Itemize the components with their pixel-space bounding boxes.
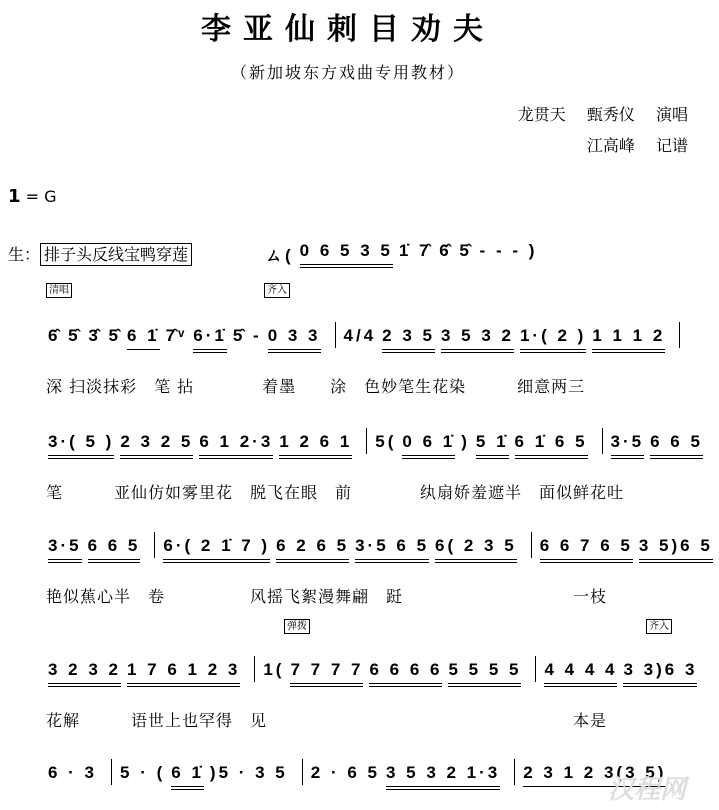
subtitle: （新加坡东方戏曲专用教材） bbox=[230, 63, 465, 82]
transcriber-credit bbox=[571, 133, 688, 156]
bar-line bbox=[602, 428, 603, 454]
bar-line bbox=[531, 532, 532, 558]
note-group: 3·( 5 ) bbox=[48, 432, 114, 459]
watermark-logo: 汉程网 bbox=[607, 775, 686, 805]
note-group: 4/4 bbox=[343, 326, 377, 345]
note-group: 6̂ 5̂ 3̂ 5̂ bbox=[48, 326, 121, 345]
note-group: 6·( 2 1̇ 7 ) bbox=[163, 536, 270, 563]
note-group: 1( bbox=[263, 660, 285, 679]
note-group: 3·5 6 5 bbox=[355, 536, 429, 563]
note-group: 2 3 1 2 3(3 5) bbox=[523, 763, 666, 787]
page-title: 李亚仙刺目劝夫 bbox=[201, 12, 495, 47]
tune-name-box: 排子头反线宝鸭穿莲 bbox=[40, 243, 192, 266]
bar-line bbox=[335, 322, 336, 348]
notation-row bbox=[265, 241, 543, 269]
note-group: 3·5 bbox=[48, 536, 82, 563]
key-one: 1 bbox=[8, 186, 21, 207]
note-group: 3 3)6 3 bbox=[623, 660, 697, 687]
note-group: 6 6 7 6 5 bbox=[540, 536, 633, 563]
role-line bbox=[8, 242, 192, 265]
note-group: 6 1̇ 6 5 bbox=[515, 432, 588, 459]
lyrics-line: 艳似蕉心半 卷 风摇飞絮漫舞翩 跹 一枝 bbox=[46, 587, 608, 606]
notation-row bbox=[48, 432, 709, 459]
tag-qiru: 齐入 bbox=[646, 619, 672, 634]
singers-credit bbox=[502, 102, 688, 125]
note-group: 7̂ᵛ bbox=[165, 326, 188, 345]
tag-qiru: 齐入 bbox=[264, 283, 290, 298]
bar-line bbox=[535, 656, 536, 682]
bar-line bbox=[154, 532, 155, 558]
note-group: 2 3 2 5 bbox=[120, 432, 193, 459]
note-group: 2 · 6 5 bbox=[310, 763, 380, 782]
bar-line bbox=[302, 759, 303, 785]
note-group: )5 · 3 5 bbox=[209, 763, 288, 782]
key-signature bbox=[8, 186, 57, 207]
lyrics-line: 笔 亚仙仿如雾里花 脱飞在眼 前 纨扇娇羞遮半 面似鲜花吐 bbox=[46, 483, 625, 502]
note-group: 0 6 1̇ bbox=[402, 432, 455, 459]
note-group: 6 · 3 bbox=[48, 763, 98, 782]
bar-line bbox=[254, 656, 255, 682]
transcriber-role: 记谱 bbox=[655, 136, 688, 155]
bar-line bbox=[679, 322, 680, 348]
lyrics-line: 深 扫淡抹彩 笔 拈 着墨 涂 色妙笔生花染 细意两三 bbox=[46, 377, 586, 396]
note-group: ㄙ( bbox=[265, 246, 294, 265]
bar-line bbox=[366, 428, 367, 454]
transcriber-name: 江高峰 bbox=[586, 136, 635, 155]
note-group: 5 · ( bbox=[120, 763, 166, 782]
note-group: 6·1̇ bbox=[193, 326, 227, 353]
note-group: 6 1 2·3 bbox=[199, 432, 273, 459]
note-group: 0 6 5 3 5 bbox=[300, 241, 393, 268]
note-group: 2 3 5 bbox=[382, 326, 435, 353]
note-group: 6 2 6 5 bbox=[276, 536, 349, 563]
note-group: 0 3 3 bbox=[268, 326, 321, 353]
note-group: 3 5)6 5 bbox=[639, 536, 713, 563]
singer-name: 龙贯天 bbox=[517, 105, 566, 124]
note-group: 5̂ - bbox=[232, 326, 262, 345]
note-group: 5 5 5 5 bbox=[448, 660, 521, 687]
key-note: = G bbox=[20, 187, 57, 206]
note-group: 5 1̇ bbox=[476, 432, 509, 459]
note-group: 3 2 3 2 bbox=[48, 660, 121, 687]
note-group: 6( 2 3 5 bbox=[435, 536, 517, 563]
note-group: 6 6 5 bbox=[650, 432, 703, 459]
bar-line bbox=[514, 759, 515, 785]
note-group: 6 6 5 bbox=[88, 536, 141, 563]
note-group: 5( bbox=[375, 432, 397, 451]
notation-row bbox=[48, 536, 719, 563]
note-group: 3·5 bbox=[611, 432, 645, 459]
note-group: 6 1̇ bbox=[127, 326, 160, 350]
note-group: 4 4 4 4 bbox=[544, 660, 617, 687]
note-group: 7 7 7 7 bbox=[290, 660, 363, 687]
role-label: 生： bbox=[8, 245, 41, 264]
bar-line bbox=[111, 759, 112, 785]
note-group: 1 7 6 1 2 3 bbox=[127, 660, 240, 687]
note-group: ) bbox=[461, 432, 470, 451]
note-group: 1 2 6 1 bbox=[279, 432, 352, 459]
lyrics-line: 花解 语世上也罕得 见 本是 bbox=[46, 711, 608, 730]
tag-qingchang: 清唱 bbox=[46, 283, 72, 298]
singer-name: 甄秀仪 bbox=[586, 105, 635, 124]
note-group: 6 1̇ bbox=[171, 763, 204, 790]
notation-row bbox=[48, 763, 672, 790]
notation-row bbox=[48, 326, 688, 353]
notation-row bbox=[48, 660, 703, 687]
note-group: 3 5 3 2 1·3 bbox=[386, 763, 500, 790]
note-group: 1̇ 7̂ 6̂ 5̂ - - - ) bbox=[398, 241, 538, 260]
note-group: 1 1 1 2 bbox=[592, 326, 665, 353]
singers-role: 演唱 bbox=[655, 105, 688, 124]
tag-tanbo: 弹拨 bbox=[284, 619, 310, 634]
note-group: 6 6 6 6 bbox=[369, 660, 442, 687]
note-group: 3 5 3 2 bbox=[441, 326, 514, 353]
note-group: 1·( 2 ) bbox=[520, 326, 586, 353]
